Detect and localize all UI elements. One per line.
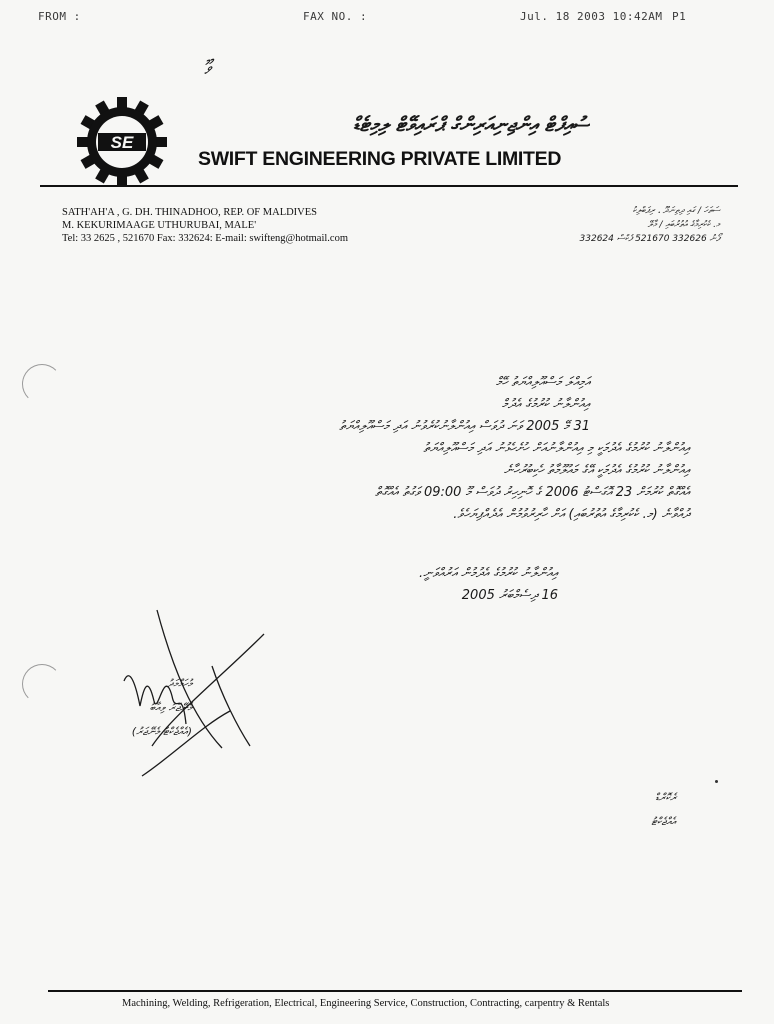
company-name-thaana: ސުއިފްޓް އިންޖިނިއަރިންގް ޕްރައިވޭޓް ލިމިޓެޑް <box>352 112 590 136</box>
contact-thaana-line: ފޯނު 332626 521670 ފެކްސް 332624 <box>579 234 720 244</box>
punch-hole-top <box>22 364 62 404</box>
signatory-role: (އެއްޖެކްޓު މެނޭޖަރު) <box>131 725 192 738</box>
speck <box>715 780 718 783</box>
punch-hole-bottom <box>22 664 62 704</box>
body-line-7: ދުއްވާނެ (މ. ކެކުރިމާގެ އުތުރުބައި) އަށް ހާރިރުވުމުން އެދެއްޕިޔަހެވެ. <box>453 507 690 522</box>
fax-page-number: P1 <box>672 10 687 23</box>
fax-number-label: FAX NO. : <box>303 10 368 23</box>
company-name-english: SWIFT ENGINEERING PRIVATE LIMITED <box>198 148 562 170</box>
address-line-1: SATH'AH'A , G. DH. THINADHOO, REP. OF MALDIVES <box>62 207 318 218</box>
contact-line: Tel: 33 2625 , 521670 Fax: 332624: E-mail: swifteng@hotmail.com <box>62 233 348 244</box>
letter-body <box>100 372 690 526</box>
recipient-line-1: ރެކޮރްޑް <box>655 791 676 804</box>
fax-timestamp: Jul. 18 2003 10:42AM <box>520 10 663 23</box>
body-line-5: އިއުންލާނު ކުރުމުގެ އެދުމަކީ އޭގެ މައުލޫމާތު ހެކިބުރުހާނެ <box>503 463 690 478</box>
fax-from-label: FROM : <box>38 10 81 23</box>
gear-logo-icon <box>76 96 168 188</box>
footer-divider <box>48 990 742 992</box>
address-line-2: M. KEKURIMAAGE UTHURUBAI, MALE' <box>62 220 257 231</box>
closing-line: އިއުންލާނު ކުރުމުގެ އެދުމުން އަރުއްވަނީ. <box>418 566 558 581</box>
body-line-4: އިއުންލާނު ކުރުމުގެ އެދުމަކީ މި އިއުންލާނުއަށް ހުށެހެޅުނު އަދި މަސްއޫލިއްޔަތު <box>423 441 690 456</box>
company-address-thaana <box>510 204 720 246</box>
signatory-block <box>96 672 192 744</box>
logo-letters: SE <box>110 133 134 152</box>
body-line-3: 31 މޭ 2005 ވަނަ ދުވަސް އިއުންލާނުކުރެވުނު އަދި މަސްއޫލިއްޔަތު <box>339 419 590 434</box>
company-address <box>62 206 482 245</box>
signatory-title: މެނޭޖަރު ވިއާބު <box>149 701 192 714</box>
letter-date: 16 ދިސެމްބަރު 2005 <box>461 588 558 603</box>
address-thaana-line-1: ސަތަހަ / ގައި ދިތިނަދޫ ، ރިޕަބްލިކު <box>632 206 720 216</box>
footer-services: Machining, Welding, Refrigeration, Electrical, Engineering Service, Construction, Contracting, carpentry & Rentals <box>122 998 610 1009</box>
handwritten-mark: ވޫ <box>201 57 214 80</box>
recipient-line-2: އެއްޖެކްޓު <box>651 815 676 828</box>
company-logo <box>76 96 168 188</box>
body-line-2: އިއުންލާނު ކުރުމުގެ އެދުމް <box>501 397 590 412</box>
header-divider <box>40 185 738 187</box>
signatory-name: މުހަމްމަދު <box>166 677 192 690</box>
recipient-block <box>580 786 676 834</box>
body-line-1: އަމިއްލަ މަސްއޫލިއްޔަތު ހޭމް <box>495 375 590 390</box>
body-line-6: އެއްގޮތް ކުރުމަށް 23 އޮގަސްޓު 2006 ގެ ހޮނިހިރު ދުވަސް މޫ 09:00 ވަގުތު އެއްގޮތް <box>375 485 690 500</box>
address-thaana-line-2: މ. ކެކުރިމާގެ އުތުރުބައި / މާލޭ <box>647 220 720 230</box>
letter-closing <box>300 563 558 607</box>
